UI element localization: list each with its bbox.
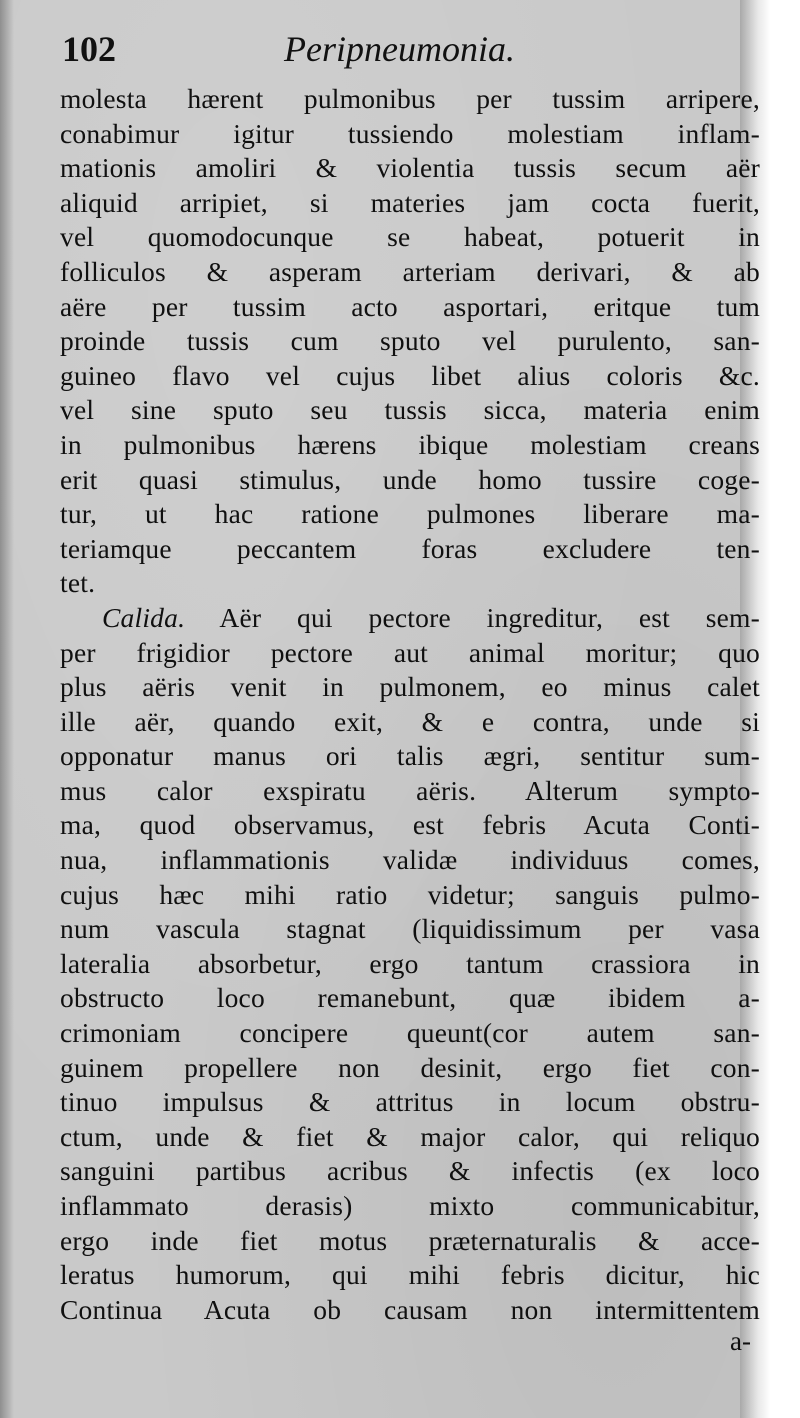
text-line: inflammato derasis) mixto communicabitur, — [60, 1190, 760, 1221]
text-line: crimoniam concipere queunt(cor autem san- — [60, 1017, 760, 1049]
text-line: ma, quod observamus, est febris Acuta Conti- — [60, 809, 760, 841]
calida-label: Calida. — [102, 601, 186, 633]
text-line: tur, ut hac ratione pulmones liberare ma- — [60, 498, 760, 530]
text-line: erit quasi stimulus, unde homo tussire coge- — [60, 463, 760, 495]
text-line: per frigidior pectore aut animal moritur; quo — [60, 636, 760, 668]
text-line: tinuo impulsus & attritus in locum obstru- — [60, 1086, 760, 1118]
text-line: nua, inflammationis validæ individuus comes, — [60, 844, 760, 876]
text-line: guineo flavo vel cujus libet alius coloris &c. — [60, 359, 760, 391]
text-line: vel quomodocunque se habeat, potuerit in — [60, 221, 760, 253]
text-line: Continua Acuta ob causam non intermittentem — [60, 1293, 760, 1325]
text-line: teriamque peccantem foras excludere ten- — [60, 532, 760, 564]
text-line: conabimur igitur tussiendo molestiam inflam- — [60, 117, 760, 149]
text-line: ctum, unde & fiet & major calor, qui reliquo — [60, 1120, 760, 1152]
text-line: plus aëris venit in pulmonem, eo minus calet — [60, 671, 760, 703]
text-line: obstructo loco remanebunt, quæ ibidem a- — [60, 982, 760, 1014]
text-line: leratus humorum, qui mihi febris dicitur, hic — [60, 1259, 760, 1291]
catchword: a- — [730, 1326, 751, 1356]
text-line: molesta hærent pulmonibus per tussim arripere, — [60, 83, 760, 114]
text-line: ergo inde fiet motus præternaturalis & acce- — [60, 1224, 760, 1256]
text-line: tet. — [60, 567, 96, 599]
text-line: cujus hæc mihi ratio videtur; sanguis pulmo- — [60, 878, 760, 910]
text-line: num vascula stagnat (liquidissimum per vasa — [60, 913, 760, 945]
text-line: in pulmonibus hærens ibique molestiam creans — [60, 428, 760, 460]
text-line: guinem propellere non desinit, ergo fiet con- — [60, 1051, 760, 1083]
text-line: ille aër, quando exit, & e contra, unde si — [60, 705, 760, 737]
text-line: mationis amoliri & violentia tussis secum aër — [60, 152, 760, 184]
text-line: sanguini partibus acribus & infectis (ex loco — [60, 1155, 760, 1187]
body-text — [60, 82, 760, 1327]
text-line: mus calor exspiratu aëris. Alterum sympto- — [60, 774, 760, 806]
text-line: lateralia absorbetur, ergo tantum crassiora in — [60, 947, 760, 979]
text-line: folliculos & asperam arteriam derivari, & ab — [60, 255, 760, 287]
text-line: proinde tussis cum sputo vel purulento, san- — [60, 325, 760, 357]
text-line: Aër qui pectore ingreditur, est sem- — [219, 601, 760, 633]
page-header — [62, 28, 752, 80]
page-gutter-shadow — [0, 0, 14, 1418]
running-title: Peripneumonia. — [284, 29, 515, 69]
calida-paragraph-start — [60, 601, 760, 636]
text-line: aëre per tussim acto asportari, eritque tum — [60, 290, 760, 322]
page-number: 102 — [62, 29, 116, 69]
text-line: aliquid arripiet, si materies jam cocta fuerit, — [60, 186, 760, 218]
text-line: opponatur manus ori talis ægri, sentitur sum- — [60, 740, 760, 772]
text-line: vel sine sputo seu tussis sicca, materia enim — [60, 394, 760, 426]
